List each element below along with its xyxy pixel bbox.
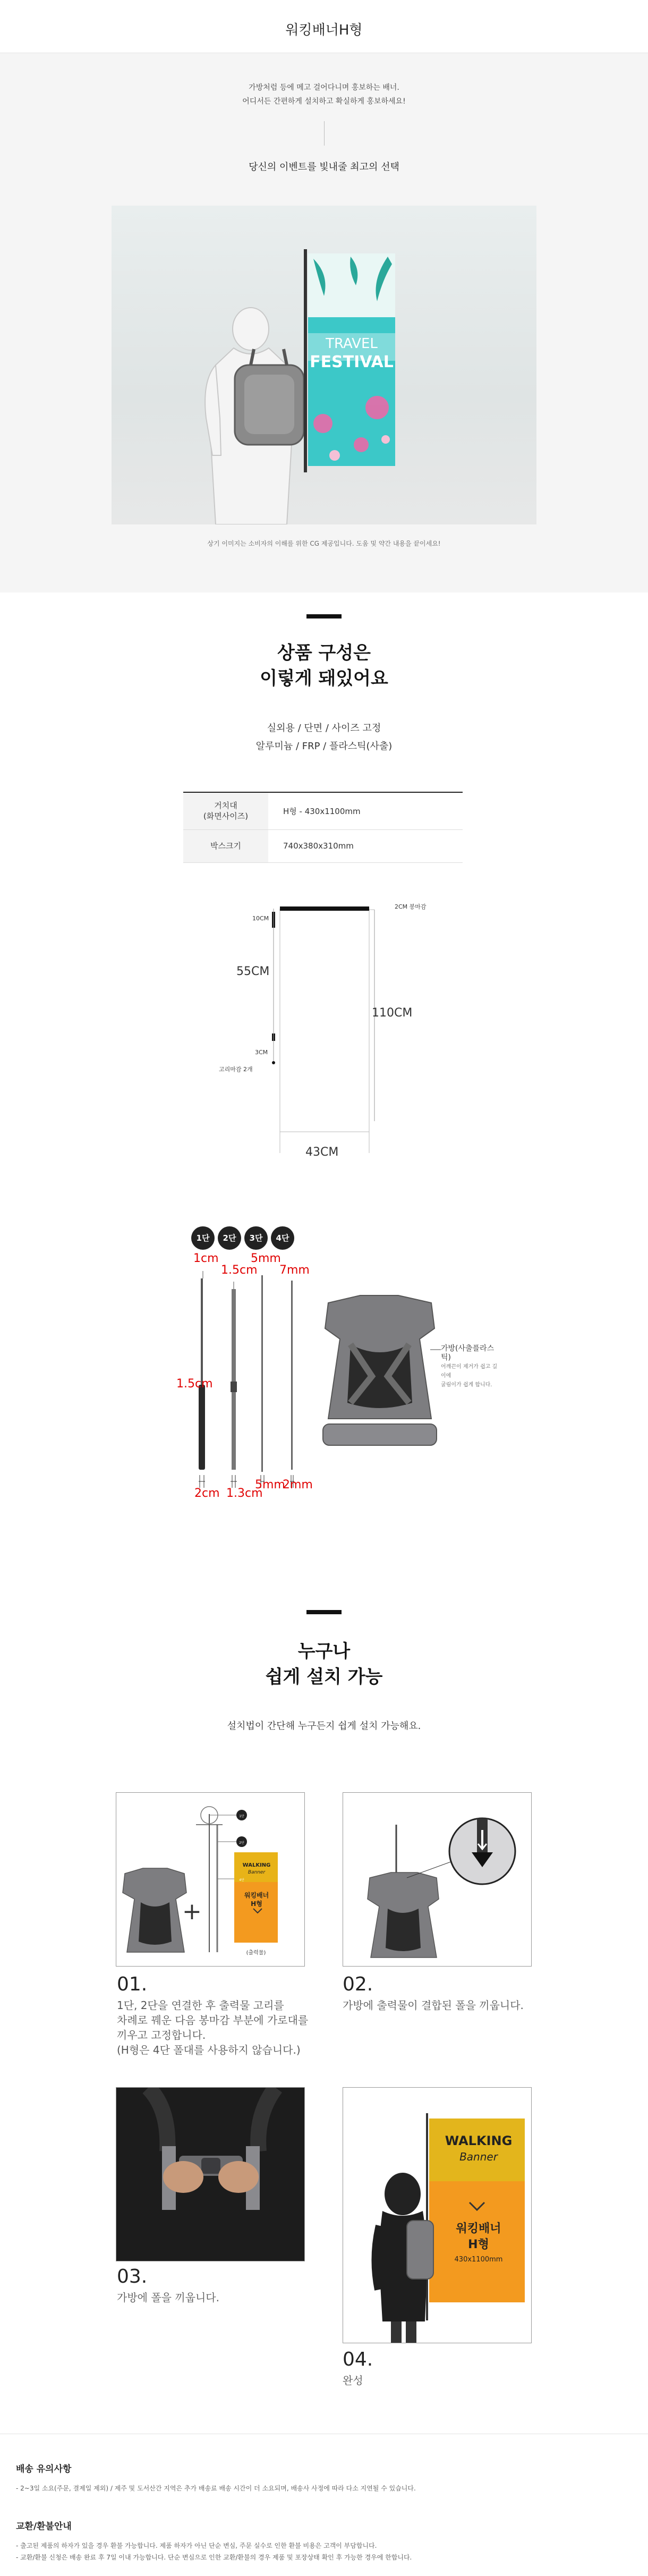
- step1-text: [117, 1998, 329, 2057]
- badge-1: 1단: [191, 1226, 215, 1250]
- bag-title: 가방(사출플라스틱): [441, 1344, 494, 1362]
- width-label: 43CM: [305, 1146, 339, 1159]
- table-row: [183, 792, 463, 829]
- spec-value: H형 - 430x1100mm: [268, 792, 463, 829]
- step1-line-3: 끼우고 고정합니다.: [117, 2029, 206, 2041]
- spec-table: [183, 792, 463, 863]
- step1-banner-kor-1: 워킹배너: [244, 1892, 269, 1899]
- step2-text: 가방에 출력물이 결합된 폴을 끼웁니다.: [343, 1999, 524, 2012]
- tagline: 당신의 이벤트를 빛내줄 최고의 선택: [249, 162, 399, 173]
- section-bar: [306, 614, 342, 618]
- divider-line: [324, 121, 325, 146]
- step1-line-4: (H형은 4단 폴대를 사용하지 않습니다.): [117, 2044, 301, 2056]
- hero-caption: 상기 이미지는 소비자의 이해를 위한 CG 제공입니다. 도움 및 약간 내용을 끝이세요!: [207, 540, 441, 547]
- composition-title-line-2: 이렇게 돼있어요: [260, 668, 388, 689]
- ring-note: 고리마감 2개: [219, 1066, 253, 1073]
- step1-line-2: 차례로 꿰운 다음 봉마감 부분에 가로대를: [117, 2014, 309, 2027]
- step1-banner-bottom: Banner: [248, 1870, 266, 1875]
- spec-value: 740x380x310mm: [268, 829, 463, 862]
- table-row: [183, 829, 463, 862]
- spec-key-line-1: 거치대: [214, 801, 237, 811]
- step1-image: [116, 1792, 305, 1967]
- top-bar-note: 2CM 봉마감: [395, 903, 427, 910]
- step3-image: [116, 2087, 305, 2261]
- composition-title-line-1: 상품 구성은: [277, 642, 371, 664]
- install-title-line-2: 쉽게 설치 가능: [265, 1666, 383, 1688]
- top-gap-label: 10CM: [252, 915, 269, 922]
- badge-2: 2단: [218, 1226, 241, 1250]
- intro-text: [0, 81, 648, 108]
- composition-sub-line-2: 알루미늄 / FRP / 플라스틱(사출): [255, 741, 393, 752]
- spec-key: [183, 792, 268, 829]
- step1-illustration: [116, 1793, 305, 1967]
- bag-note: [441, 1344, 499, 1389]
- install-subtitle: 설치법이 간단해 누구든지 쉽게 설치 가능해요.: [227, 1721, 421, 1732]
- step1-badge-3: 4단: [239, 1878, 244, 1882]
- step4-banner-size: 430x1100mm: [454, 2256, 503, 2264]
- page-title: 워킹배너H형: [285, 22, 363, 38]
- return-line-1: - 출고된 제품의 하자가 있을 경우 환불 가능합니다. 제품 하자가 아닌 단순 변심, 주문 실수로 인한 환불 비용은 고객이 부담합니다.: [16, 2542, 377, 2549]
- top-size-3: 5mm: [251, 1252, 281, 1265]
- svg-text:+: +: [182, 1898, 202, 1925]
- bottom-size-3: 5mm: [255, 1478, 285, 1492]
- hero-image: [112, 206, 536, 524]
- install-title: [0, 1639, 648, 1690]
- composition-title: [0, 640, 648, 691]
- step4-banner-top: WALKING: [445, 2133, 513, 2148]
- bottom-size-1: 2cm: [194, 1487, 220, 1500]
- step4-text: 완성: [343, 2374, 363, 2387]
- top-size-1: 1cm: [193, 1252, 219, 1265]
- section-bar: [306, 1610, 342, 1614]
- step1-banner-top: WALKING: [242, 1862, 271, 1868]
- step3-text: 가방에 폴을 끼웁니다.: [117, 2291, 219, 2304]
- hero-banner-line-1: TRAVEL: [326, 336, 378, 352]
- spec-key-line-2: (화면사이즈): [203, 811, 249, 821]
- install-title-line-1: 누구나: [297, 1641, 351, 1662]
- backpack-part: [323, 1295, 441, 1445]
- mid-size: 1.5cm: [176, 1377, 213, 1391]
- hero-banner: [308, 253, 395, 466]
- composition-sub-line-1: 실외용 / 단면 / 사이즈 고정: [267, 723, 381, 734]
- top-size-2: 1.5cm: [221, 1264, 258, 1277]
- bag-note-line-2: 굴림이가 쉽게 합니다.: [441, 1382, 492, 1388]
- bottom-gap-label: 3CM: [255, 1049, 268, 1056]
- step4-banner-kor-1: 워킹배너: [456, 2222, 501, 2235]
- composition-subtitle: [0, 719, 648, 756]
- step1-label: (출력물): [246, 1950, 266, 1956]
- shipping-title: 배송 유의사항: [16, 2464, 72, 2475]
- badge-4: 4단: [271, 1226, 294, 1250]
- spec-key: 박스크기: [183, 829, 268, 862]
- bag-note-line-1: 어깨끈이 제거가 쉽고 길이에: [441, 1364, 498, 1379]
- step1-badge-2: 2단: [239, 1841, 244, 1845]
- step4-banner-bottom: Banner: [459, 2150, 498, 2163]
- hero-illustration: [112, 206, 536, 524]
- bottom-size-4: 2mm: [283, 1478, 313, 1492]
- page-header: [0, 0, 648, 53]
- bottom-size-2: 1.3cm: [226, 1487, 263, 1500]
- intro-line-2: 어디서든 간편하게 설치하고 확실하게 홍보하세요!: [242, 97, 406, 106]
- parts-diagram: [176, 1222, 499, 1530]
- return-text: [16, 2540, 632, 2563]
- height-label: 110CM: [372, 1006, 413, 1020]
- top-size-4: 7mm: [279, 1264, 310, 1277]
- step2-number: 02.: [343, 1973, 373, 1995]
- step4-illustration: [343, 2088, 532, 2343]
- intro-line-1: 가방처럼 등에 메고 걸어다니며 홍보하는 배너.: [249, 83, 399, 92]
- step1-number: 01.: [117, 1973, 148, 1995]
- dimension-drawing: [191, 898, 467, 1174]
- return-line-2: - 교환/환불 신청은 배송 완료 후 7일 이내 가능합니다. 단순 변심으로 인한 교환/환불의 경우 제품 및 포장상태 확인 후 가능한 경우에 한합니다.: [16, 2554, 412, 2561]
- shipping-text: - 2~3일 소요(주문, 결제일 제외) / 제주 및 도서산간 지역은 추가 배송료 배송 시간이 더 소요되며, 배송사 사정에 따라 다소 지연될 수 있습니다.: [16, 2485, 416, 2492]
- step4-number: 04.: [343, 2349, 373, 2370]
- step4-banner-kor-2: H형: [468, 2238, 489, 2251]
- step4-image: [343, 2087, 532, 2343]
- step1-line-1: 1단, 2단을 연결한 후 출력물 고리를: [117, 1999, 284, 2012]
- step3-illustration: [116, 2088, 305, 2261]
- step3-number: 03.: [117, 2266, 148, 2287]
- step2-image: [343, 1792, 532, 1967]
- return-title: 교환/환불안내: [16, 2521, 72, 2532]
- step1-banner-kor-2: H형: [251, 1900, 262, 1908]
- step1-badge-1: 1단: [239, 1815, 244, 1818]
- step2-illustration: [343, 1793, 532, 1967]
- hero-banner-line-2: FESTIVAL: [310, 353, 394, 371]
- badge-3: 3단: [244, 1226, 268, 1250]
- mid-span-label: 55CM: [236, 965, 270, 978]
- dimension-diagram: [191, 898, 467, 1174]
